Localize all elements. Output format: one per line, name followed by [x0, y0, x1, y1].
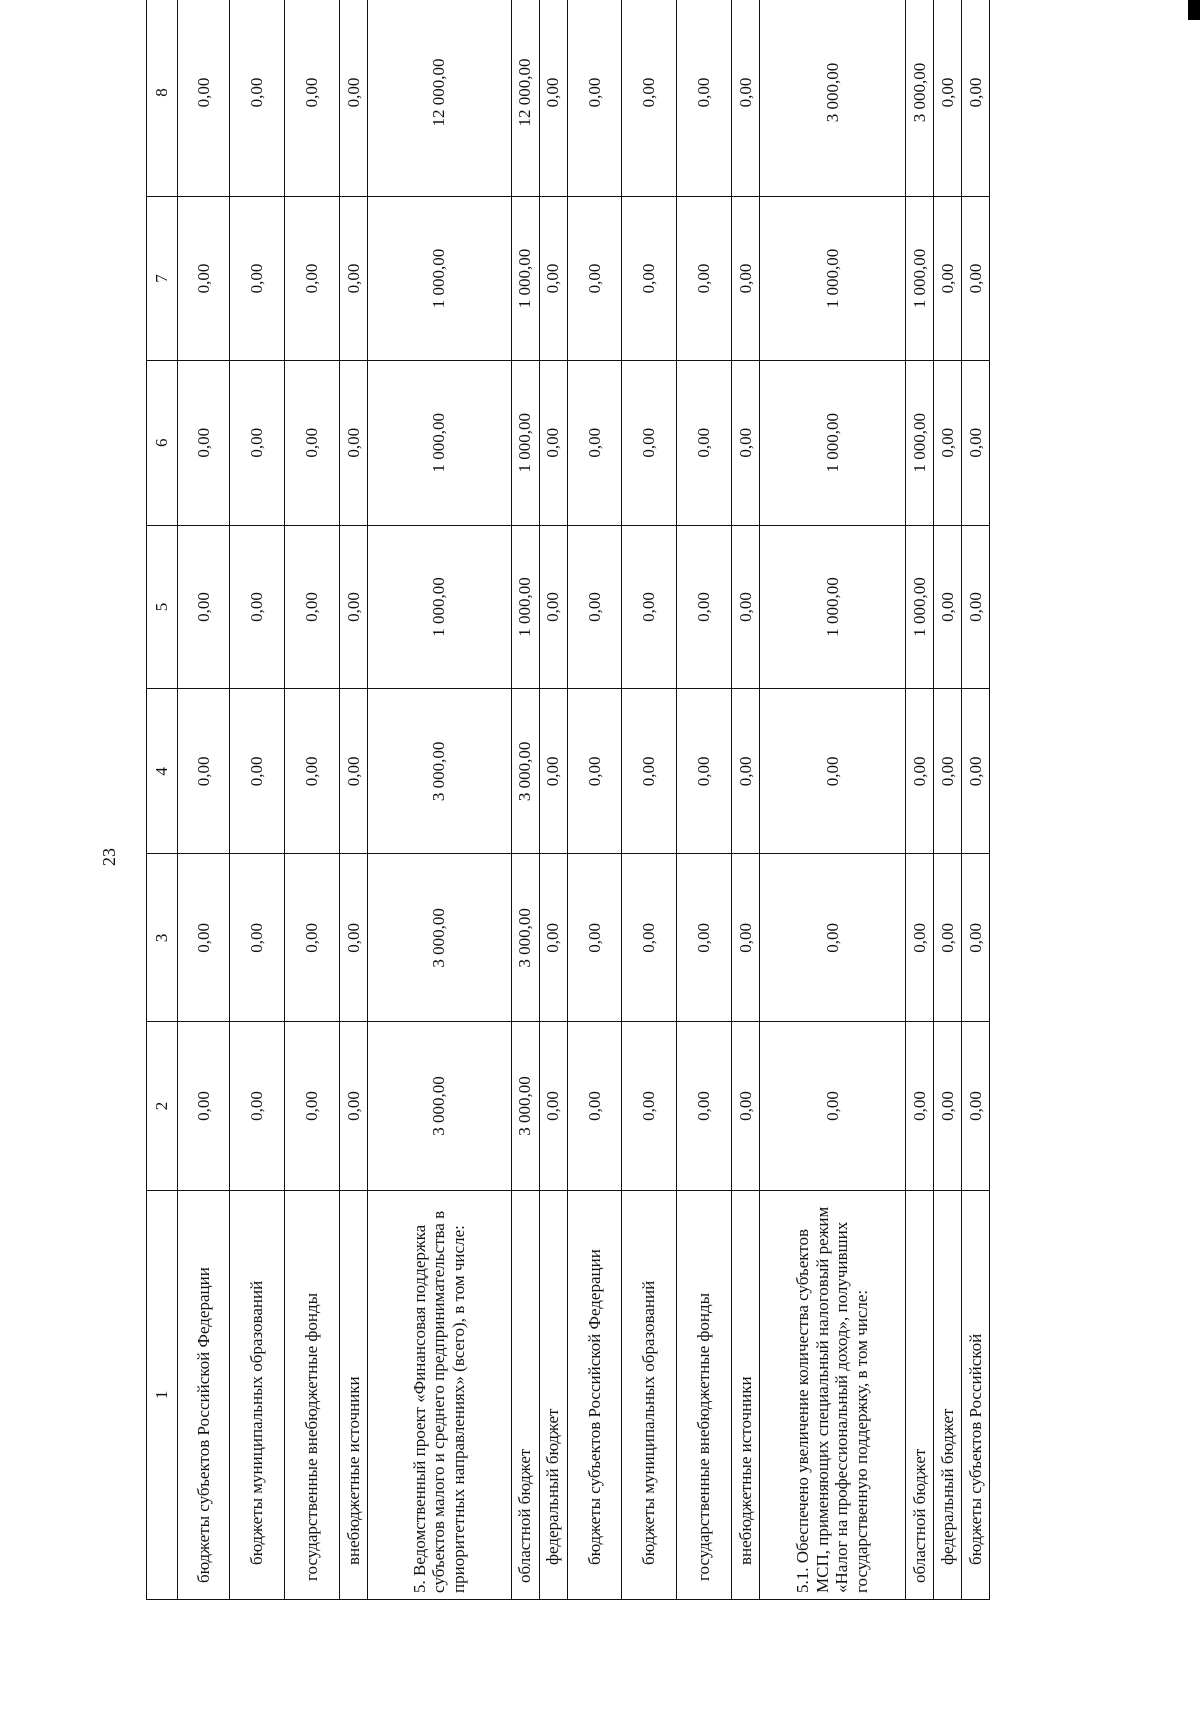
value-cell: 0,00	[339, 197, 367, 361]
row-label: бюджеты муниципальных образований	[622, 1190, 677, 1599]
value-cell: 1 000,00	[759, 197, 905, 361]
value-cell: 0,00	[177, 1022, 229, 1190]
value-cell: 0,00	[677, 1022, 732, 1190]
value-cell: 0,00	[961, 360, 989, 525]
row-label: федеральный бюджет	[933, 1190, 961, 1599]
value-cell: 0,00	[177, 360, 229, 525]
value-cell: 0,00	[622, 854, 677, 1022]
row-label: федеральный бюджет	[539, 1190, 567, 1599]
value-cell: 0,00	[177, 854, 229, 1022]
value-cell: 0,00	[731, 197, 759, 361]
value-cell: 0,00	[731, 689, 759, 854]
column-header: 4	[147, 689, 178, 854]
row-label: бюджеты субъектов Российской	[961, 1190, 989, 1599]
value-cell: 0,00	[230, 360, 285, 525]
page-number: 23	[99, 848, 119, 866]
column-header: 7	[147, 197, 178, 361]
value-cell: 0,00	[677, 0, 732, 197]
value-cell: 0,00	[539, 360, 567, 525]
value-cell: 0,00	[731, 360, 759, 525]
value-cell: 0,00	[285, 854, 340, 1022]
value-cell: 0,00	[905, 689, 933, 854]
value-cell: 3 000,00	[905, 0, 933, 197]
value-cell: 3 000,00	[511, 689, 539, 854]
value-cell: 0,00	[567, 1022, 622, 1190]
value-cell: 0,00	[622, 525, 677, 689]
value-cell: 12 000,00	[367, 0, 511, 197]
value-cell: 1 000,00	[759, 360, 905, 525]
value-cell: 1 000,00	[905, 197, 933, 361]
value-cell: 0,00	[539, 689, 567, 854]
table-row	[177, 0, 229, 1600]
column-header: 5	[147, 525, 178, 689]
value-cell: 0,00	[677, 360, 732, 525]
value-cell: 0,00	[731, 0, 759, 197]
value-cell: 0,00	[539, 0, 567, 197]
value-cell: 1 000,00	[367, 360, 511, 525]
table-row	[933, 0, 961, 1600]
table-row	[677, 0, 732, 1600]
value-cell: 3 000,00	[367, 1022, 511, 1190]
value-cell: 1 000,00	[759, 525, 905, 689]
value-cell: 0,00	[285, 197, 340, 361]
value-cell: 0,00	[622, 1022, 677, 1190]
value-cell: 0,00	[285, 525, 340, 689]
value-cell: 1 000,00	[905, 525, 933, 689]
value-cell: 0,00	[567, 360, 622, 525]
value-cell: 0,00	[933, 689, 961, 854]
value-cell: 0,00	[731, 1022, 759, 1190]
value-cell: 0,00	[961, 689, 989, 854]
value-cell: 0,00	[539, 197, 567, 361]
value-cell: 3 000,00	[367, 689, 511, 854]
value-cell: 0,00	[905, 854, 933, 1022]
table-row	[731, 0, 759, 1600]
value-cell: 0,00	[933, 525, 961, 689]
value-cell: 0,00	[339, 689, 367, 854]
row-label: бюджеты субъектов Российской Федерации	[177, 1190, 229, 1599]
value-cell: 0,00	[285, 689, 340, 854]
value-cell: 0,00	[961, 0, 989, 197]
row-label: внебюджетные источники	[731, 1190, 759, 1599]
column-header: 8	[147, 0, 178, 197]
value-cell: 0,00	[905, 1022, 933, 1190]
value-cell: 0,00	[539, 854, 567, 1022]
table-row	[961, 0, 989, 1600]
value-cell: 0,00	[539, 1022, 567, 1190]
value-cell: 0,00	[285, 1022, 340, 1190]
row-label: областной бюджет	[511, 1190, 539, 1599]
value-cell: 0,00	[933, 197, 961, 361]
value-cell: 0,00	[677, 197, 732, 361]
value-cell: 0,00	[731, 854, 759, 1022]
column-header: 6	[147, 360, 178, 525]
value-cell: 0,00	[339, 0, 367, 197]
value-cell: 0,00	[230, 689, 285, 854]
value-cell: 0,00	[759, 689, 905, 854]
value-cell: 0,00	[933, 360, 961, 525]
row-label: 5.1. Обеспечено увеличение количества субъектов МСП, применяющих специальный налоговый режим «Налог на профессиональный доход», получивших государственную поддержку, в том числе:	[759, 1190, 905, 1599]
value-cell: 0,00	[339, 525, 367, 689]
header-row	[147, 0, 178, 1600]
value-cell: 0,00	[961, 854, 989, 1022]
value-cell: 0,00	[961, 1022, 989, 1190]
row-label: государственные внебюджетные фонды	[285, 1190, 340, 1599]
value-cell: 0,00	[177, 0, 229, 197]
column-header: 3	[147, 854, 178, 1022]
value-cell: 0,00	[622, 0, 677, 197]
value-cell: 3 000,00	[759, 0, 905, 197]
value-cell: 1 000,00	[511, 360, 539, 525]
value-cell: 0,00	[177, 689, 229, 854]
value-cell: 0,00	[933, 1022, 961, 1190]
row-label: 5. Ведомственный проект «Финансовая поддержка субъектов малого и среднего предпринимательства в приоритетных направлениях» (всего), в том числе:	[367, 1190, 511, 1599]
value-cell: 0,00	[230, 525, 285, 689]
value-cell: 0,00	[285, 0, 340, 197]
value-cell: 12 000,00	[511, 0, 539, 197]
value-cell: 0,00	[622, 197, 677, 361]
table-row	[622, 0, 677, 1600]
table-row	[567, 0, 622, 1600]
value-cell: 0,00	[230, 0, 285, 197]
value-cell: 0,00	[539, 525, 567, 689]
value-cell: 0,00	[567, 854, 622, 1022]
value-cell: 0,00	[339, 1022, 367, 1190]
row-label: государственные внебюджетные фонды	[677, 1190, 732, 1599]
value-cell: 1 000,00	[367, 525, 511, 689]
row-label: областной бюджет	[905, 1190, 933, 1599]
value-cell: 0,00	[933, 0, 961, 197]
value-cell: 1 000,00	[511, 525, 539, 689]
value-cell: 0,00	[961, 525, 989, 689]
value-cell: 0,00	[677, 854, 732, 1022]
value-cell: 0,00	[339, 854, 367, 1022]
value-cell: 0,00	[622, 360, 677, 525]
value-cell: 0,00	[567, 197, 622, 361]
value-cell: 1 000,00	[511, 197, 539, 361]
value-cell: 0,00	[567, 0, 622, 197]
value-cell: 0,00	[285, 360, 340, 525]
table-row	[230, 0, 285, 1600]
value-cell: 3 000,00	[511, 854, 539, 1022]
value-cell: 0,00	[177, 525, 229, 689]
value-cell: 0,00	[677, 689, 732, 854]
table-row	[539, 0, 567, 1600]
value-cell: 0,00	[567, 689, 622, 854]
scan-edge-mark	[1188, 0, 1200, 20]
table-row	[511, 0, 539, 1600]
value-cell: 1 000,00	[905, 360, 933, 525]
column-header: 1	[147, 1190, 178, 1599]
value-cell: 0,00	[567, 525, 622, 689]
value-cell: 0,00	[177, 197, 229, 361]
budget-table-container	[146, 0, 990, 1600]
value-cell: 0,00	[731, 525, 759, 689]
column-header: 2	[147, 1022, 178, 1190]
value-cell: 0,00	[933, 854, 961, 1022]
row-label: внебюджетные источники	[339, 1190, 367, 1599]
value-cell: 0,00	[759, 1022, 905, 1190]
value-cell: 0,00	[759, 854, 905, 1022]
row-label: бюджеты субъектов Российской Федерации	[567, 1190, 622, 1599]
row-label: бюджеты муниципальных образований	[230, 1190, 285, 1599]
value-cell: 3 000,00	[367, 854, 511, 1022]
table-row	[285, 0, 340, 1600]
budget-table	[146, 0, 990, 1600]
value-cell: 0,00	[230, 1022, 285, 1190]
value-cell: 0,00	[677, 525, 732, 689]
value-cell: 0,00	[961, 197, 989, 361]
table-row	[759, 0, 905, 1600]
table-row	[339, 0, 367, 1600]
value-cell: 1 000,00	[367, 197, 511, 361]
value-cell: 0,00	[230, 197, 285, 361]
value-cell: 0,00	[339, 360, 367, 525]
table-row	[905, 0, 933, 1600]
value-cell: 0,00	[622, 689, 677, 854]
value-cell: 3 000,00	[511, 1022, 539, 1190]
value-cell: 0,00	[230, 854, 285, 1022]
table-row	[367, 0, 511, 1600]
